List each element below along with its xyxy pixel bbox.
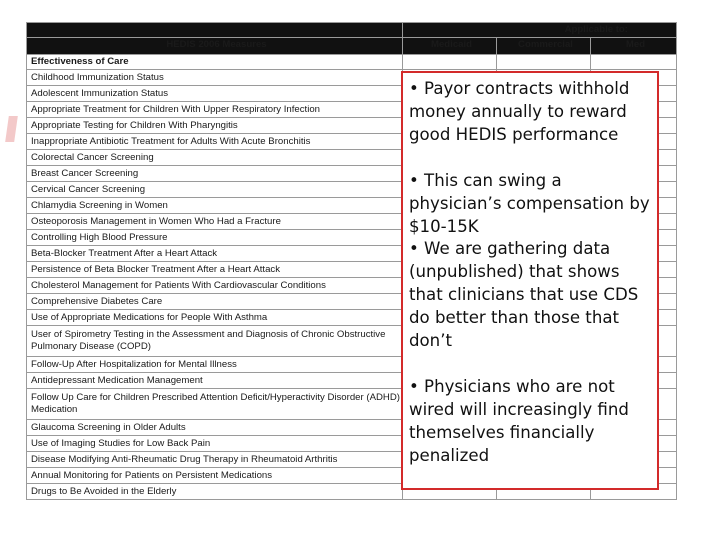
- bullet-not-wired-penalized: • Physicians who are not wired will increasingly find themselves financially penalized: [409, 377, 629, 465]
- measure-name: Use of Appropriate Medications for People With Asthma: [27, 310, 403, 326]
- measure-name: Antidepressant Medication Management: [27, 373, 403, 389]
- measure-name: Glaucoma Screening in Older Adults: [27, 420, 403, 436]
- bullet-compensation-swing: • This can swing a physician’s compensation by $10-15K: [409, 171, 650, 236]
- decorative-red-mark: [5, 116, 18, 142]
- measure-name: Chlamydia Screening in Women: [27, 198, 403, 214]
- measure-name: Use of Imaging Studies for Low Back Pain: [27, 436, 403, 452]
- section-row: [27, 55, 677, 70]
- measure-name: Controlling High Blood Pressure: [27, 230, 403, 246]
- applicable-to-header: Applicable to:: [403, 23, 677, 38]
- measure-name: Adolescent Immunization Status: [27, 86, 403, 102]
- measure-name: Comprehensive Diabetes Care: [27, 294, 403, 310]
- table-header-row: [27, 38, 677, 55]
- measure-name: Cholesterol Management for Patients With Cardiovascular Conditions: [27, 278, 403, 294]
- column-commercial: Commercial: [497, 38, 591, 55]
- measure-name: User of Spirometry Testing in the Assessment and Diagnosis of Chronic Obstructive Pulmonary Disease (COPD): [27, 326, 403, 357]
- measure-name: Colorectal Cancer Screening: [27, 150, 403, 166]
- column-medicare: Med: [591, 38, 677, 55]
- table-header-top: [27, 23, 677, 38]
- measure-name: Cervical Cancer Screening: [27, 182, 403, 198]
- measure-name: Childhood Immunization Status: [27, 70, 403, 86]
- measure-name: Appropriate Treatment for Children With Upper Respiratory Infection: [27, 102, 403, 118]
- callout-box: [401, 71, 659, 490]
- measure-name: Appropriate Testing for Children With Pharyngitis: [27, 118, 403, 134]
- measure-name: Inappropriate Antibiotic Treatment for Adults With Acute Bronchitis: [27, 134, 403, 150]
- measure-name: Beta-Blocker Treatment After a Heart Attack: [27, 246, 403, 262]
- bullet-cds-data: • We are gathering data (unpublished) that shows that clinicians that use CDS do better than those that don’t: [409, 239, 639, 350]
- bullet-payor-contracts: • Payor contracts withhold money annually to reward good HEDIS performance: [409, 79, 630, 144]
- measure-name: Disease Modifying Anti-Rheumatic Drug Therapy in Rheumatoid Arthritis: [27, 452, 403, 468]
- column-medicaid: Medicaid: [403, 38, 497, 55]
- section-label: Effectiveness of Care: [27, 55, 403, 70]
- measure-name: Annual Monitoring for Patients on Persistent Medications: [27, 468, 403, 484]
- measure-name: Breast Cancer Screening: [27, 166, 403, 182]
- table-title: HEDIS 2006 Measures: [27, 38, 403, 55]
- measure-name: Follow Up Care for Children Prescribed Attention Deficit/Hyperactivity Disorder (ADHD) Medication: [27, 389, 403, 420]
- measure-name: Follow-Up After Hospitalization for Mental Illness: [27, 357, 403, 373]
- measure-name: Osteoporosis Management in Women Who Had a Fracture: [27, 214, 403, 230]
- measure-name: Persistence of Beta Blocker Treatment After a Heart Attack: [27, 262, 403, 278]
- measure-name: Drugs to Be Avoided in the Elderly: [27, 484, 403, 500]
